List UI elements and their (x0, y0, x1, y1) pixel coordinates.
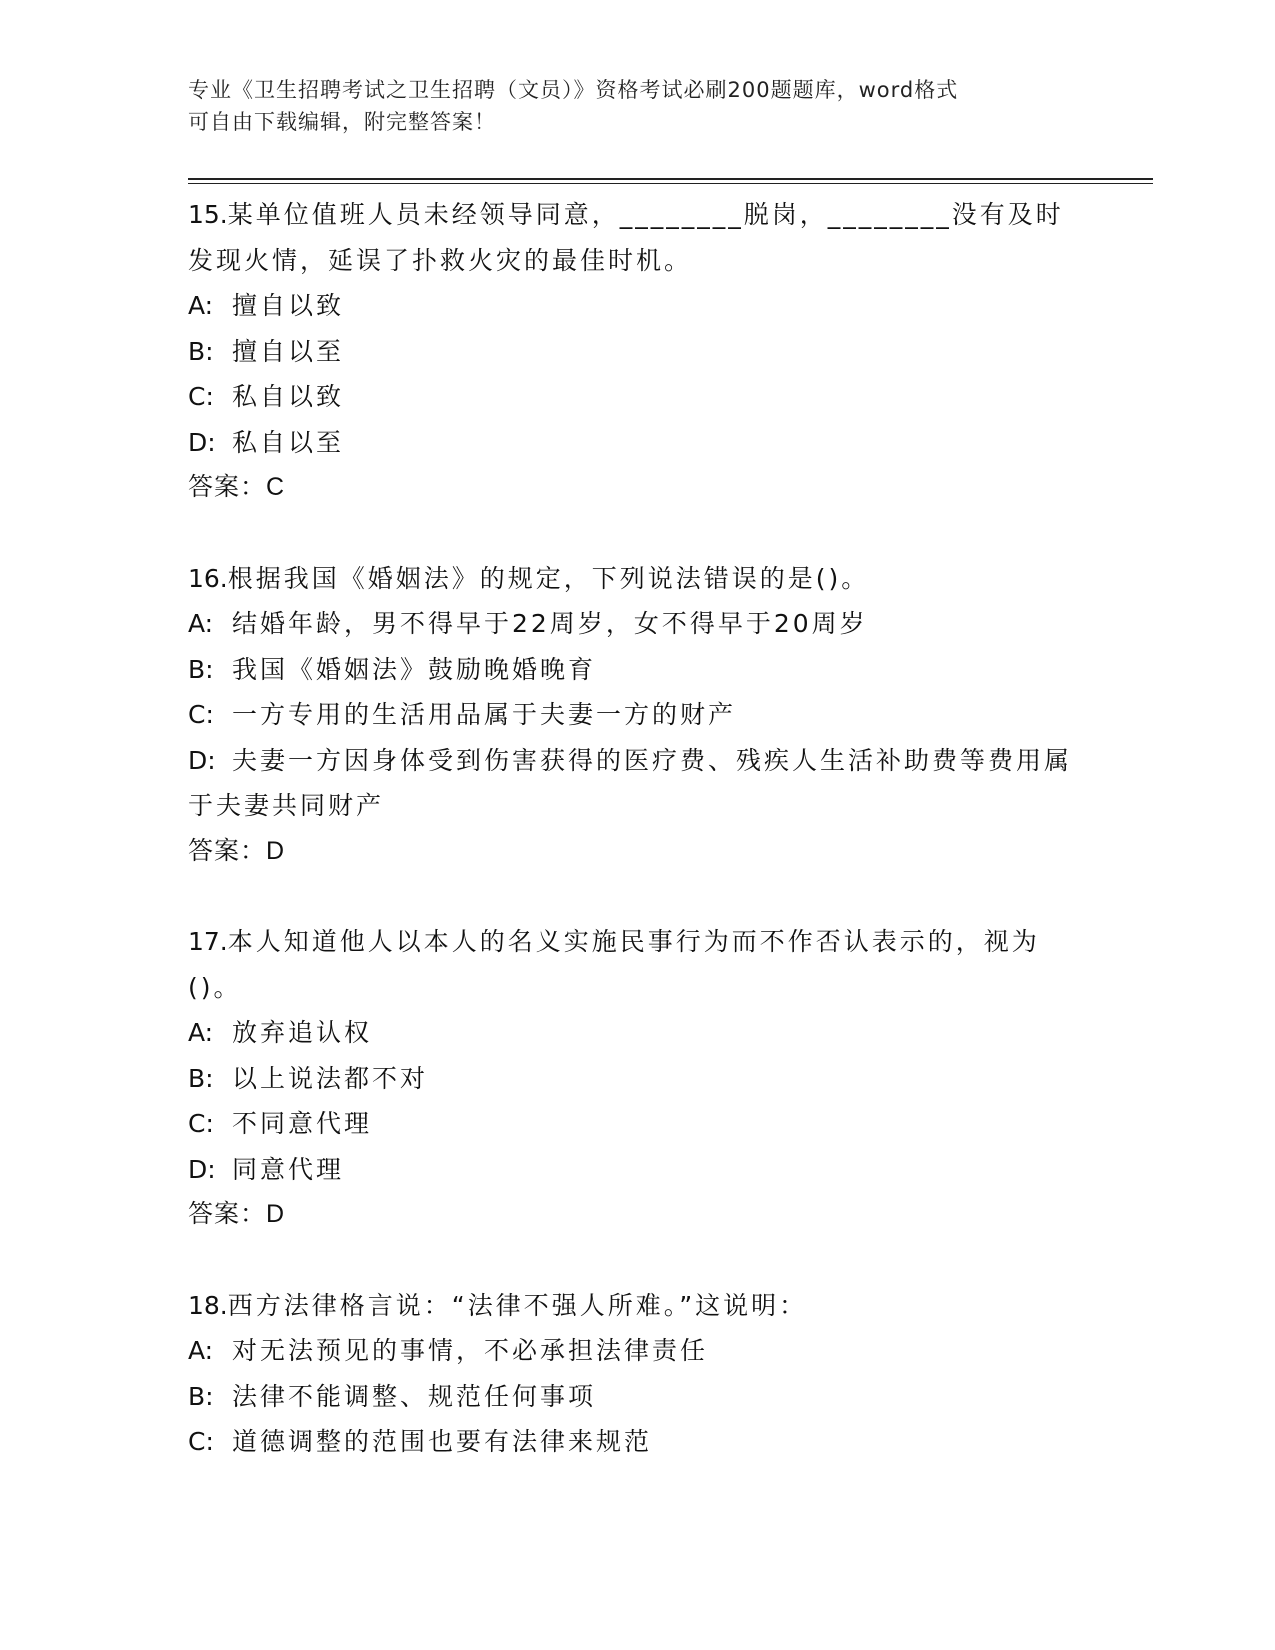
header-line-1: 专业《卫生招聘考试之卫生招聘（文员）》资格考试必刷200题题库，word格式 (188, 78, 959, 102)
answer-line: 答案：D (188, 1200, 286, 1228)
option-d (188, 1147, 1088, 1193)
option-letter: A: (188, 1336, 214, 1365)
option-b (188, 329, 1088, 375)
question-15 (188, 192, 1088, 511)
option-text: 以上说法都不对 (232, 1063, 429, 1093)
option-letter: B: (188, 1063, 214, 1093)
option-text: 不同意代理 (232, 1109, 373, 1138)
option-letter: D: (188, 427, 216, 457)
question-stem (188, 556, 1088, 602)
header-divider-thin (188, 183, 1153, 184)
option-b (188, 1374, 1088, 1420)
question-16 (188, 556, 1088, 875)
question-text: 西方法律格言说：“法律不强人所难。”这说明： (227, 1290, 808, 1320)
header-line-2: 可自由下载编辑，附完整答案！ (188, 110, 496, 134)
option-letter: A: (188, 1018, 214, 1047)
header-divider-thick (188, 178, 1153, 180)
option-text: 法律不能调整、规范任何事项 (232, 1381, 597, 1411)
option-d (188, 738, 1088, 829)
option-text: 私自以致 (232, 382, 345, 411)
option-text: 同意代理 (232, 1154, 345, 1184)
question-number: 15. (188, 200, 228, 229)
option-letter: A: (188, 291, 214, 320)
option-text: 道德调整的范围也要有法律来规范 (232, 1427, 653, 1456)
option-text: 擅自以致 (232, 291, 345, 320)
answer-line: 答案：D (188, 836, 286, 865)
option-c (188, 1419, 1088, 1465)
question-number: 16. (188, 563, 228, 593)
question-18 (188, 1283, 1088, 1465)
option-a (188, 1010, 1088, 1056)
option-letter: C: (188, 382, 214, 411)
option-b (188, 647, 1088, 693)
option-text: 私自以至 (232, 427, 345, 457)
option-letter: C: (188, 700, 214, 729)
option-c (188, 1101, 1088, 1147)
option-letter: B: (188, 336, 214, 366)
option-letter: C: (188, 1109, 214, 1138)
option-text: 对无法预见的事情，不必承担法律责任 (232, 1336, 709, 1365)
question-number: 18. (188, 1290, 228, 1320)
option-a (188, 601, 1088, 647)
option-letter: D: (188, 745, 216, 775)
option-text: 我国《婚姻法》鼓励晚婚晚育 (232, 654, 597, 684)
option-letter: C: (188, 1427, 214, 1456)
question-list (188, 192, 1088, 1510)
option-text: 擅自以至 (232, 336, 345, 366)
question-number: 17. (188, 927, 228, 956)
question-stem (188, 919, 1088, 1010)
option-c (188, 374, 1088, 420)
document-header (188, 74, 1068, 138)
option-letter: D: (188, 1154, 216, 1184)
question-stem (188, 192, 1088, 283)
answer-line: 答案：C (188, 473, 286, 501)
question-text: 根据我国《婚姻法》的规定，下列说法错误的是()。 (227, 563, 870, 593)
question-text: 某单位值班人员未经领导同意，________脱岗，________没有及时发现火情，延误了扑救火灾的最佳时机。 (188, 200, 1064, 275)
option-a (188, 283, 1088, 329)
option-a (188, 1328, 1088, 1374)
option-text: 放弃追认权 (232, 1018, 373, 1047)
option-b (188, 1056, 1088, 1102)
option-text: 夫妻一方因身体受到伤害获得的医疗费、残疾人生活补助费等费用属于夫妻共同财产 (188, 745, 1073, 820)
option-letter: B: (188, 654, 214, 684)
question-17 (188, 919, 1088, 1238)
option-d (188, 420, 1088, 466)
option-text: 一方专用的生活用品属于夫妻一方的财产 (232, 700, 737, 729)
option-c (188, 692, 1088, 738)
option-letter: B: (188, 1381, 214, 1411)
option-letter: A: (188, 609, 214, 638)
option-text: 结婚年龄，男不得早于22周岁，女不得早于20周岁 (232, 609, 868, 638)
question-text: 本人知道他人以本人的名义实施民事行为而不作否认表示的，视为()。 (188, 927, 1040, 1002)
question-stem (188, 1283, 1088, 1329)
